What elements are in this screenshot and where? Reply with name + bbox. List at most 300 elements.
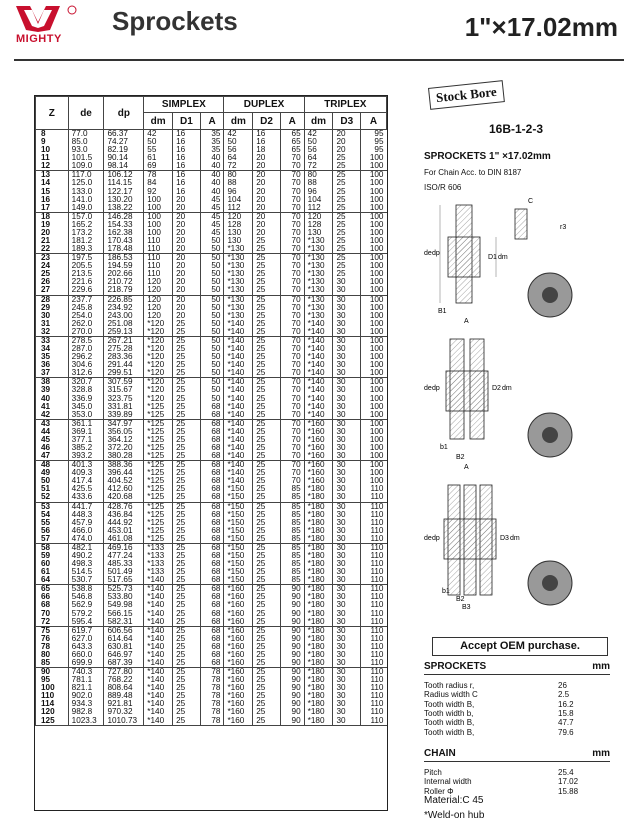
table-cell: 660.0 [68,651,104,659]
table-cell: 100 [361,336,387,345]
table-cell: *120 [144,328,173,337]
table-cell: 31 [36,320,69,328]
table-cell: 66.37 [104,130,144,139]
table-cell: 110 [361,684,387,692]
label-b1: B1 [438,308,447,315]
table-cell: 25 [253,511,281,519]
table-row [36,717,387,726]
table-cell: 70 [280,378,304,387]
spec-row [424,690,610,699]
table-cell: *160 [224,692,253,700]
table-cell: 55 [36,519,69,527]
table-cell: 30 [333,295,361,304]
table-cell: 25 [173,651,201,659]
table-cell: 23 [36,254,69,263]
spec-value: 15.8 [558,708,574,718]
table-cell: 20 [173,237,201,245]
table-cell: 25 [253,345,281,353]
table-cell: 34 [36,345,69,353]
table-cell: 85 [280,535,304,544]
table-cell: 100 [144,221,173,229]
table-cell: 377.1 [68,436,104,444]
table-cell: 20 [253,154,281,162]
table-cell: *140 [144,585,173,594]
table-cell: *140 [304,378,333,387]
spec-row [424,700,610,709]
table-cell: 25 [173,419,201,428]
table-cell: 90 [280,585,304,594]
table-cell: 25 [173,369,201,378]
table-cell: 444.92 [104,519,144,527]
table-cell: 66 [36,593,69,601]
table-cell: 110 [361,635,387,643]
table-cell: 70 [280,469,304,477]
table-cell: 78 [200,717,224,726]
table-cell: 100 [361,328,387,337]
table-cell: 30 [333,593,361,601]
table-cell: *140 [224,428,253,436]
table-cell: *140 [304,336,333,345]
table-cell: 30 [333,493,361,502]
table-cell: 68 [200,643,224,651]
table-cell: 25 [333,154,361,162]
table-cell: 205.5 [68,262,104,270]
label-b1-lower-2: b1 [442,588,450,595]
table-cell: 47 [36,452,69,461]
table-cell: 25 [253,452,281,461]
iso-standard: ISO/R 606 [424,183,462,192]
label-a-1: A [464,318,469,325]
table-cell: 65 [280,130,304,139]
table-cell: 25 [173,452,201,461]
table-cell: 25 [173,618,201,627]
table-cell: 100 [361,162,387,171]
table-cell: 25 [173,361,201,369]
table-cell: 21 [36,237,69,245]
material-note: Material:C 45 [424,795,484,806]
table-cell: 538.8 [68,585,104,594]
table-cell: 50 [200,278,224,286]
table-cell: 68 [200,511,224,519]
table-cell: 20 [173,270,201,278]
table-cell: 100 [361,295,387,304]
table-cell: 110 [361,708,387,716]
table-cell: 50 [224,138,253,146]
table-cell: *140 [224,395,253,403]
table-cell: 441.7 [68,502,104,511]
table-cell: 100 [361,395,387,403]
table-cell: *133 [144,543,173,552]
table-cell: 25 [253,361,281,369]
table-cell: 25 [253,378,281,387]
table-cell: 25 [173,436,201,444]
label-b2-2: B2 [456,596,465,603]
table-cell: *130 [224,270,253,278]
table-cell: 304.6 [68,361,104,369]
table-cell: 154.33 [104,221,144,229]
col-simplex-a: A [200,113,224,130]
table-cell: 170.43 [104,237,144,245]
table-cell: 100 [361,312,387,320]
table-cell: 75 [36,626,69,635]
table-cell: 412.60 [104,485,144,493]
table-cell: *125 [144,461,173,470]
table-cell: 38 [36,378,69,387]
table-cell: 78 [200,692,224,700]
table-cell: 234.92 [104,304,144,312]
table-cell: *140 [304,361,333,369]
table-cell: 50 [200,237,224,245]
table-cell: *140 [224,477,253,485]
dimensions-table-container [34,95,388,811]
table-cell: 110 [361,560,387,568]
table-cell: 364.12 [104,436,144,444]
table-cell: 30 [333,601,361,609]
table-cell: 68 [200,552,224,560]
table-cell: 22 [36,245,69,254]
table-cell: 312.6 [68,369,104,378]
table-cell: 70 [280,336,304,345]
table-cell: 100 [361,304,387,312]
table-cell: 78 [200,700,224,708]
table-cell: 25 [173,668,201,677]
table-cell: 25 [253,493,281,502]
table-cell: 30 [333,684,361,692]
table-cell: 30 [333,610,361,618]
table-cell: *130 [304,254,333,263]
table-cell: *125 [144,469,173,477]
table-cell: 138.22 [104,204,144,213]
table-cell: 30 [333,328,361,337]
spec-value: 79.6 [558,727,574,737]
table-cell: *140 [304,320,333,328]
table-cell: 100 [361,378,387,387]
table-cell: 90 [280,676,304,684]
table-cell: 114.15 [104,179,144,187]
table-cell: 501.49 [104,568,144,576]
table-cell: 549.98 [104,601,144,609]
table-cell: *130 [224,312,253,320]
table-cell: 70 [280,361,304,369]
table-cell: 68 [200,493,224,502]
table-cell: 57 [36,535,69,544]
table-cell: 20 [173,295,201,304]
table-cell: 202.66 [104,270,144,278]
table-cell: 30 [333,345,361,353]
table-cell: 356.05 [104,428,144,436]
table-cell: 68 [200,535,224,544]
table-cell: *150 [224,560,253,568]
table-cell: 90 [280,626,304,635]
table-cell: 84 [144,179,173,187]
table-cell: 11 [36,154,69,162]
sprockets-section-header [424,661,610,675]
table-cell: 100 [144,204,173,213]
table-cell: 178.48 [104,245,144,254]
table-cell: 30 [333,278,361,286]
table-cell: 25 [173,403,201,411]
table-cell: 70 [280,286,304,295]
table-cell: 112 [304,204,333,213]
table-cell: 85 [280,543,304,552]
table-cell: *133 [144,552,173,560]
table-cell: 229.6 [68,286,104,295]
table-cell: 417.4 [68,477,104,485]
table-cell: *130 [224,262,253,270]
table-cell: 25 [253,585,281,594]
table-cell: 120 [144,304,173,312]
table-cell: *140 [144,668,173,677]
table-cell: 30 [333,511,361,519]
table-cell: 70 [280,204,304,213]
col-duplex: DUPLEX [224,97,304,113]
table-cell: 982.8 [68,708,104,716]
table-cell: 226.85 [104,295,144,304]
table-cell: 25 [253,395,281,403]
table-cell: 68 [200,527,224,535]
table-cell: 128 [224,221,253,229]
table-cell: 25 [173,593,201,601]
table-cell: 90 [280,601,304,609]
table-cell: 70 [280,353,304,361]
spec-label: Tooth radius r, [424,681,475,690]
table-cell: 104 [304,196,333,204]
col-triplex-a: A [361,113,387,130]
table-cell: 70 [280,171,304,180]
table-cell: 70 [280,179,304,187]
table-cell: *160 [224,618,253,627]
label-b3: B3 [462,604,471,611]
table-cell: *140 [144,659,173,668]
table-cell: *180 [304,543,333,552]
table-cell: 52 [36,493,69,502]
table-cell: 328.8 [68,386,104,394]
table-cell: 90 [280,717,304,726]
table-cell: 44 [36,428,69,436]
table-cell: 20 [333,130,361,139]
table-cell: *140 [224,369,253,378]
table-cell: *125 [144,535,173,544]
table-cell: 100 [36,684,69,692]
table-cell: 16 [253,130,281,139]
table-cell: *130 [224,295,253,304]
table-cell: 68 [200,610,224,618]
table-cell: 934.3 [68,700,104,708]
table-cell: 25 [253,369,281,378]
table-cell: 45 [200,204,224,213]
chain-section-header [424,748,610,762]
table-cell: 60 [36,560,69,568]
label-de-1: de [424,250,432,257]
duplex-drawing-icon [424,339,572,471]
table-cell: 85 [280,552,304,560]
table-cell: 68 [200,543,224,552]
table-cell: 25 [253,560,281,568]
table-cell: 85 [280,493,304,502]
table-cell: 25 [173,626,201,635]
table-cell: *125 [144,493,173,502]
table-cell: *140 [144,700,173,708]
table-cell: 490.2 [68,552,104,560]
table-cell: 50 [200,345,224,353]
table-cell: 88 [304,179,333,187]
table-cell: 889.48 [104,692,144,700]
label-b2-1: B2 [456,454,465,461]
table-cell: 40 [200,162,224,171]
table-cell: 388.36 [104,461,144,470]
table-cell: 25 [253,643,281,651]
table-cell: 727.80 [104,668,144,677]
table-cell: 100 [361,221,387,229]
table-cell: 525.73 [104,585,144,594]
table-cell: 70 [36,610,69,618]
table-cell: 25 [173,345,201,353]
table-cell: *125 [144,403,173,411]
table-cell: *180 [304,511,333,519]
table-cell: *140 [224,444,253,452]
table-cell: *180 [304,626,333,635]
table-cell: 120 [144,295,173,304]
table-cell: 120 [144,286,173,295]
table-cell: 396.44 [104,469,144,477]
table-cell: 245.8 [68,304,104,312]
table-cell: 643.3 [68,643,104,651]
col-dp: dp [104,97,144,130]
table-cell: 20 [253,229,281,237]
table-cell: 70 [280,162,304,171]
table-cell: 117.0 [68,171,104,180]
table-cell: *160 [304,452,333,461]
col-triplex: TRIPLEX [304,97,386,113]
table-cell: *125 [144,436,173,444]
table-cell: *180 [304,519,333,527]
table-cell: 461.08 [104,535,144,544]
table-cell: *125 [144,485,173,493]
table-cell: 54 [36,511,69,519]
table-cell: *120 [144,353,173,361]
spec-row [424,718,610,727]
table-cell: 70 [280,477,304,485]
table-cell: 25 [253,328,281,337]
table-cell: 25 [173,552,201,560]
table-cell: *180 [304,560,333,568]
table-cell: 56 [304,146,333,154]
table-cell: *160 [224,601,253,609]
table-cell: 18 [253,146,281,154]
table-cell: 25 [253,428,281,436]
table-cell: 48 [36,461,69,470]
table-cell: 25 [253,262,281,270]
table-cell: 189.3 [68,245,104,254]
table-cell: 42 [36,411,69,420]
table-cell: *180 [304,668,333,677]
table-cell: 315.67 [104,386,144,394]
oem-notice: Accept OEM purchase. [432,637,608,656]
page-title: Sprockets [112,6,238,36]
table-cell: 482.1 [68,543,104,552]
table-cell: 25 [173,353,201,361]
table-cell: 100 [361,320,387,328]
dimensions-table-body [36,130,387,726]
table-cell: 25 [173,543,201,552]
table-cell: 16 [253,138,281,146]
table-cell: 90 [280,659,304,668]
table-cell: 25 [253,353,281,361]
table-cell: 436.84 [104,511,144,519]
label-dp-2: dp [432,385,440,392]
table-cell: 70 [280,245,304,254]
spec-label: Tooth width B, [424,727,475,737]
table-cell: *125 [144,452,173,461]
table-cell: 110 [361,485,387,493]
table-cell: 90 [280,618,304,627]
table-cell: 477.24 [104,552,144,560]
table-cell: 30 [333,403,361,411]
table-cell: *180 [304,692,333,700]
table-cell: *130 [224,286,253,295]
table-cell: 110 [361,568,387,576]
table-cell: *180 [304,717,333,726]
table-cell: 65 [36,585,69,594]
col-z: Z [36,97,69,130]
table-cell: 30 [333,552,361,560]
table-row [36,493,387,502]
table-cell: 25 [173,601,201,609]
table-cell: 100 [361,212,387,221]
table-cell: 100 [361,477,387,485]
table-cell: 25 [253,502,281,511]
table-cell: 466.0 [68,527,104,535]
chain-standard: For Chain Acc. to DIN 8187 [424,168,522,177]
table-cell: 110 [361,601,387,609]
table-cell: *160 [304,477,333,485]
table-cell: 50 [200,320,224,328]
table-cell: *180 [304,618,333,627]
table-cell: 68 [200,568,224,576]
table-cell: 100 [144,212,173,221]
table-cell: 25 [333,245,361,254]
table-cell: 68 [200,585,224,594]
table-cell: 25 [173,717,201,726]
table-cell: 25 [253,593,281,601]
label-a-2: A [464,464,469,471]
table-cell: 25 [173,444,201,452]
table-cell: *180 [304,527,333,535]
table-cell: 186.53 [104,254,144,263]
table-cell: *140 [304,353,333,361]
table-cell: 25 [253,668,281,677]
table-cell: 25 [173,395,201,403]
table-cell: 125 [36,717,69,726]
label-d3: D3 [500,535,509,542]
table-cell: 100 [361,179,387,187]
table-cell: 25 [253,436,281,444]
table-cell: 299.51 [104,369,144,378]
table-cell: 28 [36,295,69,304]
table-cell: *160 [224,659,253,668]
table-cell: 68 [200,403,224,411]
table-cell: *140 [144,651,173,659]
table-cell: 768.22 [104,676,144,684]
table-cell: 109.0 [68,162,104,171]
table-cell: 20 [253,204,281,213]
table-cell: 65 [280,138,304,146]
table-cell: 110 [361,535,387,544]
table-cell: 30 [333,395,361,403]
table-cell: 70 [280,270,304,278]
table-cell: 110 [361,700,387,708]
table-cell: 25 [333,179,361,187]
